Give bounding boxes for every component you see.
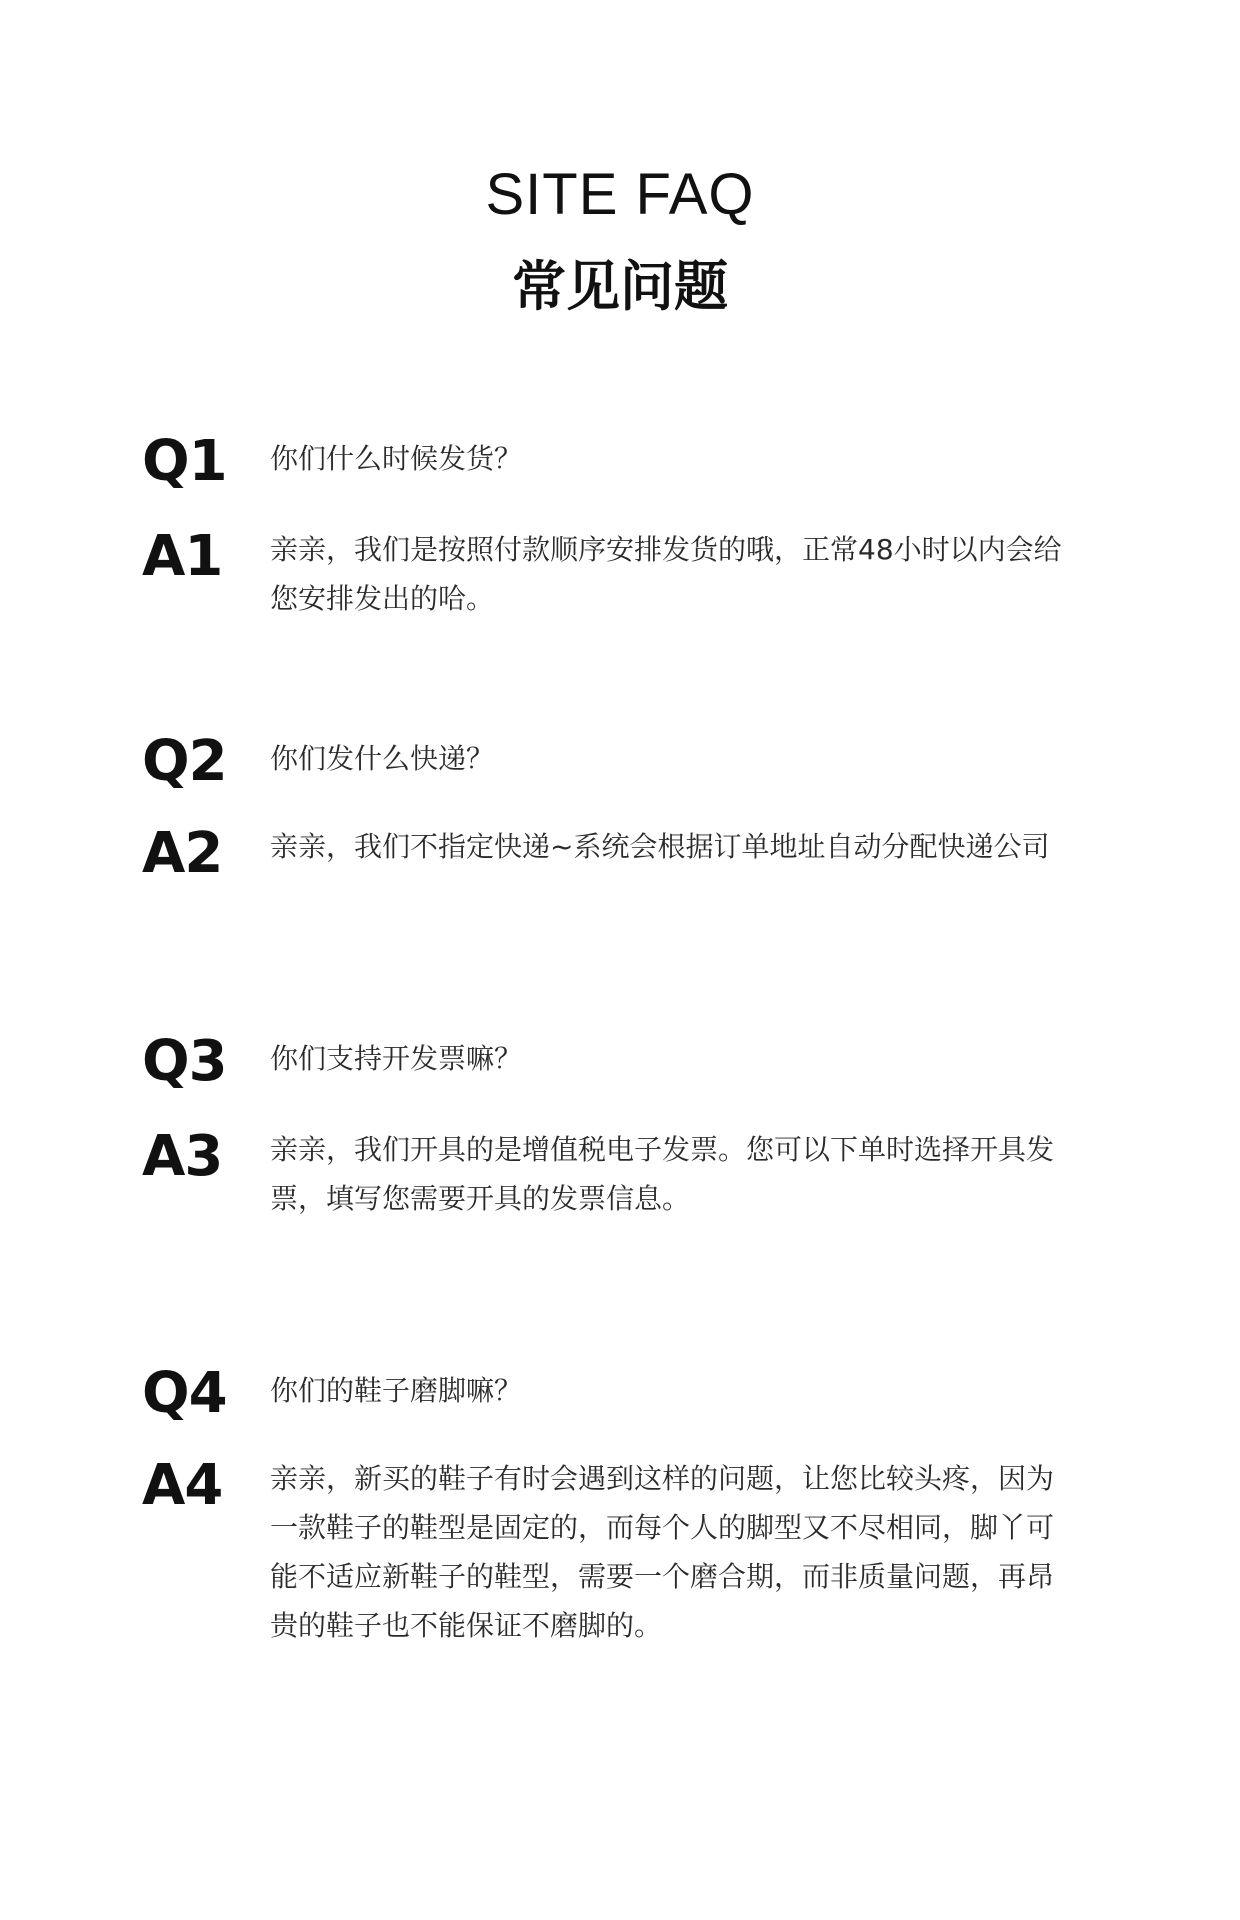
question-text-3: 你们支持开发票嘛？: [270, 1042, 523, 1075]
question-label-1: Q1: [142, 429, 227, 494]
page-header: [0, 160, 1240, 322]
question-text-4: 你们的鞋子磨脚嘛？: [270, 1374, 523, 1407]
answer-text-3: 亲亲，我们开具的是增值税电子发票。您可以下单时选择开具发 票，填写您需要开具的发票信息。: [270, 1133, 1055, 1215]
question-label-4: Q4: [142, 1361, 227, 1426]
answer-text-4: 亲亲，新买的鞋子有时会遇到这样的问题，让您比较头疼，因为 一款鞋子的鞋型是固定的，而每个人的脚型又不尽相同，脚丫可 能不适应新鞋子的鞋型，需要一个磨合期，而非质量问题，再昂 贵的鞋子也不能保证不磨脚的。: [270, 1462, 1055, 1642]
answer-label-1: A1: [142, 524, 223, 589]
answer-label-3: A3: [142, 1124, 223, 1189]
answer-text-2: 亲亲，我们不指定快递~系统会根据订单地址自动分配快递公司: [270, 830, 1050, 863]
page-title-chinese: 常见问题: [512, 255, 728, 318]
answer-text-1: 亲亲，我们是按照付款顺序安排发货的哦，正常48小时以内会给 您安排发出的哈。: [270, 533, 1062, 615]
page-title-english: SITE FAQ: [485, 162, 755, 227]
question-label-3: Q3: [142, 1029, 227, 1094]
question-label-2: Q2: [142, 729, 227, 794]
answer-label-2: A2: [142, 821, 223, 886]
question-text-1: 你们什么时候发货？: [270, 442, 523, 475]
answer-label-4: A4: [142, 1453, 223, 1518]
question-text-2: 你们发什么快递？: [270, 742, 495, 775]
